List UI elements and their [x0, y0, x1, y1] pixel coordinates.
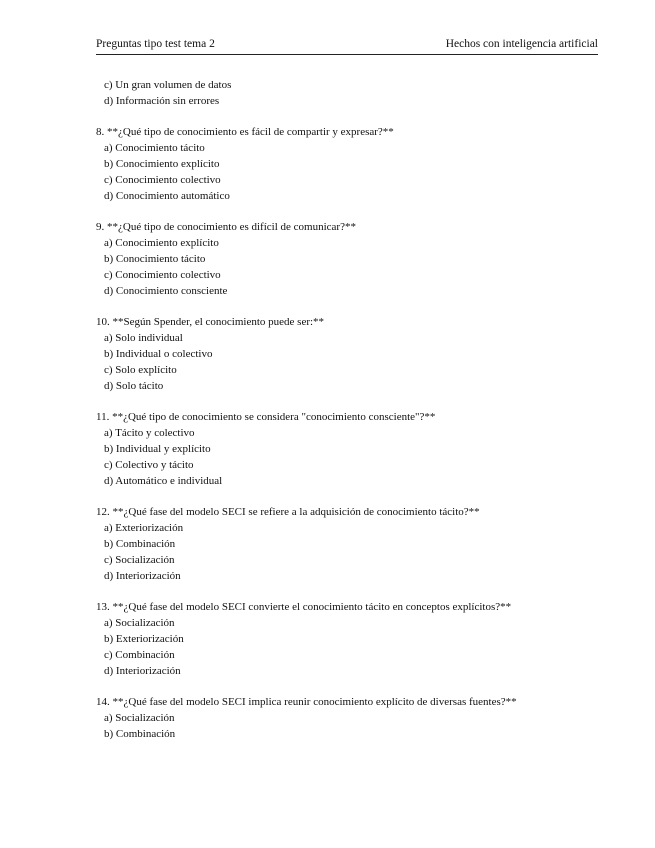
option: c) Combinación: [104, 649, 175, 661]
option: a) Conocimiento tácito: [104, 142, 205, 154]
question-13: [96, 599, 596, 679]
option: c) Un gran volumen de datos: [104, 79, 232, 91]
question-text: 12. **¿Qué fase del modelo SECI se refiere a la adquisición de conocimiento tácito?**: [96, 506, 480, 518]
option: b) Exteriorización: [104, 633, 184, 645]
option: c) Conocimiento colectivo: [104, 174, 221, 186]
document-body: [96, 77, 596, 757]
option: d) Interiorización: [104, 570, 181, 582]
option: a) Solo individual: [104, 332, 183, 344]
option: d) Información sin errores: [104, 95, 220, 107]
option: d) Solo tácito: [104, 380, 164, 392]
option: b) Individual y explícito: [104, 443, 211, 455]
option: d) Conocimiento consciente: [104, 285, 228, 297]
question-text: 13. **¿Qué fase del modelo SECI convierte el conocimiento tácito en conceptos explícitos?**: [96, 601, 512, 613]
option: a) Socialización: [104, 712, 175, 724]
header-subtitle: Hechos con inteligencia artificial: [445, 38, 598, 50]
question-11: [96, 409, 596, 489]
option: a) Conocimiento explícito: [104, 237, 219, 249]
carryover-options: [96, 77, 596, 109]
page-header: [96, 38, 598, 55]
header-title: Preguntas tipo test tema 2: [96, 38, 215, 50]
question-text: 9. **¿Qué tipo de conocimiento es difícil de comunicar?**: [96, 221, 356, 233]
option: c) Conocimiento colectivo: [104, 269, 221, 281]
question-10: [96, 314, 596, 394]
question-text: 10. **Según Spender, el conocimiento puede ser:**: [96, 316, 325, 328]
option: b) Conocimiento tácito: [104, 253, 206, 265]
option: a) Socialización: [104, 617, 175, 629]
option: b) Conocimiento explícito: [104, 158, 220, 170]
option: a) Tácito y colectivo: [104, 427, 195, 439]
option: c) Solo explícito: [104, 364, 177, 376]
option: b) Individual o colectivo: [104, 348, 213, 360]
option: d) Interiorización: [104, 665, 181, 677]
option: d) Conocimiento automático: [104, 190, 230, 202]
option: b) Combinación: [104, 538, 176, 550]
question-14: [96, 694, 596, 742]
question-text: 8. **¿Qué tipo de conocimiento es fácil de compartir y expresar?**: [96, 126, 394, 138]
question-text: 11. **¿Qué tipo de conocimiento se considera "conocimiento consciente"?**: [96, 411, 436, 423]
option: c) Colectivo y tácito: [104, 459, 194, 471]
option: d) Automático e individual: [104, 475, 223, 487]
option: c) Socialización: [104, 554, 175, 566]
question-text: 14. **¿Qué fase del modelo SECI implica reunir conocimiento explícito de diversas fuentes?**: [96, 696, 517, 708]
option: b) Combinación: [104, 728, 176, 740]
question-8: [96, 124, 596, 204]
question-9: [96, 219, 596, 299]
question-12: [96, 504, 596, 584]
option: a) Exteriorización: [104, 522, 184, 534]
